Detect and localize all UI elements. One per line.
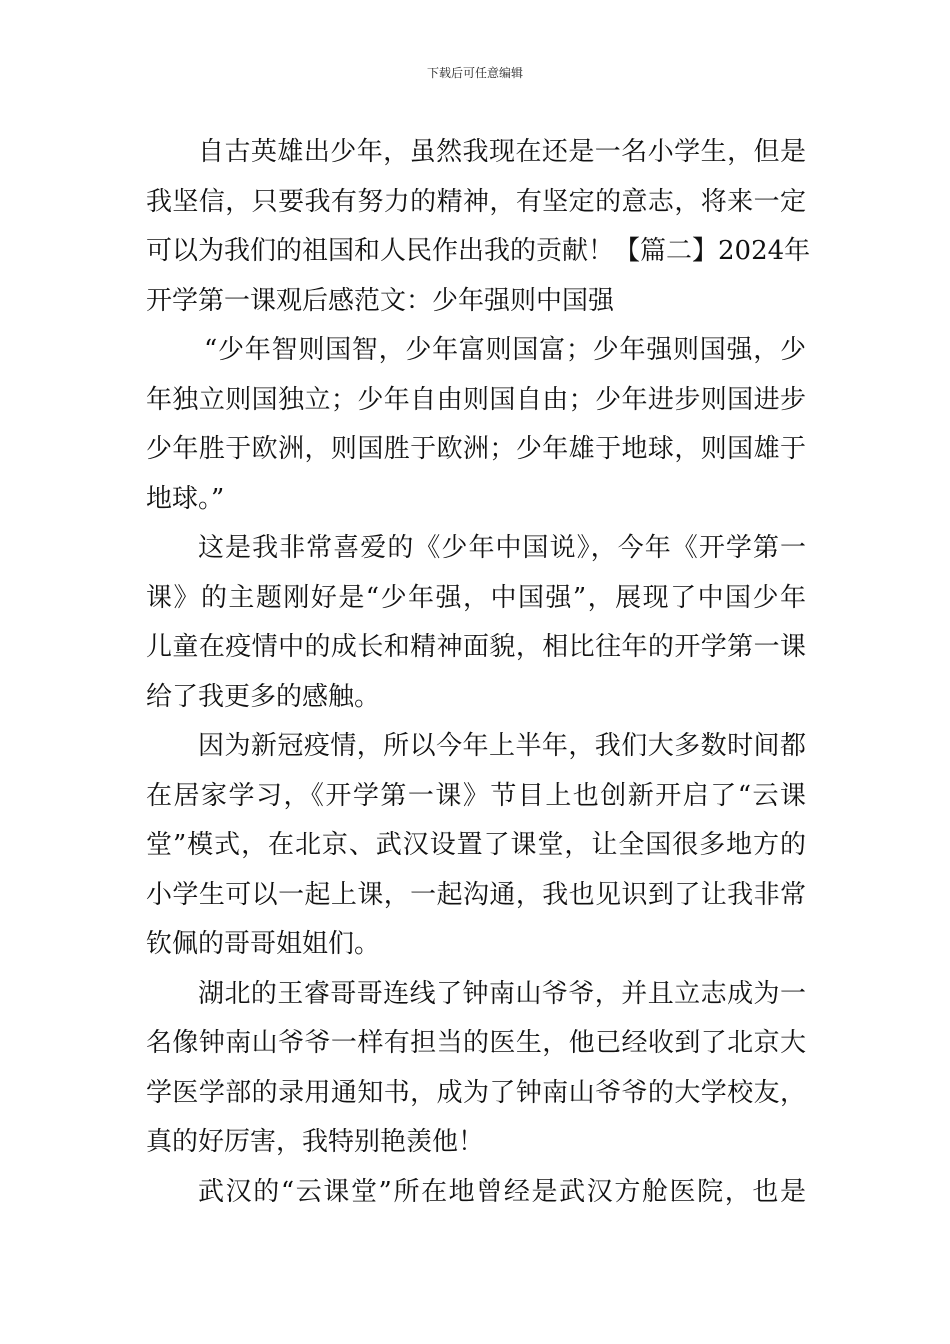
- text-line: “少年智则国智，少年富则国富；少年强则国强，少: [204, 335, 806, 365]
- text-line: 地球。”: [146, 483, 225, 514]
- text-line: 给了我更多的感触。: [146, 681, 381, 712]
- text-line: 少年胜于欧洲，则国胜于欧洲；少年雄于地球，则国雄于: [146, 434, 806, 464]
- text-line: 堂”模式，在北京、武汉设置了课堂，让全国很多地方的: [146, 830, 806, 860]
- text-line: 课》的主题刚好是“少年强，中国强”，展现了中国少年: [146, 582, 806, 613]
- text-line: 年独立则国独立；少年自由则国自由；少年进步则国进步: [146, 384, 806, 415]
- text-line: 我坚信，只要我有努力的精神，有坚定的意志，将来一定: [146, 186, 806, 217]
- text-line: 在居家学习，《开学第一课》节目上也创新开启了“云课: [146, 780, 806, 811]
- document-body: [146, 128, 811, 1217]
- text-line: 小学生可以一起上课，一起沟通，我也见识到了让我非常: [146, 879, 806, 910]
- text-line: 开学第一课观后感范文：少年强则中国强: [146, 285, 615, 316]
- text-line: 学医学部的录用通知书，成为了钟南山爷爷的大学校友，: [146, 1077, 806, 1108]
- text-line: 名像钟南山爷爷一样有担当的医生，他已经收到了北京大: [146, 1028, 806, 1058]
- text-line: 湖北的王睿哥哥连线了钟南山爷爷，并且立志成为一: [198, 978, 806, 1009]
- text-line: 因为新冠疫情，所以今年上半年，我们大多数时间都: [198, 731, 806, 761]
- page-header: 下载后可任意编辑: [426, 66, 523, 80]
- text-line: 钦佩的哥哥姐姐们。: [146, 929, 381, 959]
- text-line: 武汉的“云课堂”所在地曾经是武汉方舱医院，也是: [198, 1176, 806, 1207]
- text-line: 儿童在疫情中的成长和精神面貌，相比往年的开学第一课: [146, 632, 806, 662]
- text-line: 这是我非常喜爱的《少年中国说》，今年《开学第一: [198, 533, 806, 563]
- text-line: 可以为我们的祖国和人民作出我的贡献！【篇二】2024年: [146, 236, 811, 266]
- text-line: 真的好厉害，我特别艳羡他！: [146, 1127, 485, 1157]
- text-line: 自古英雄出少年，虽然我现在还是一名小学生，但是: [198, 137, 806, 167]
